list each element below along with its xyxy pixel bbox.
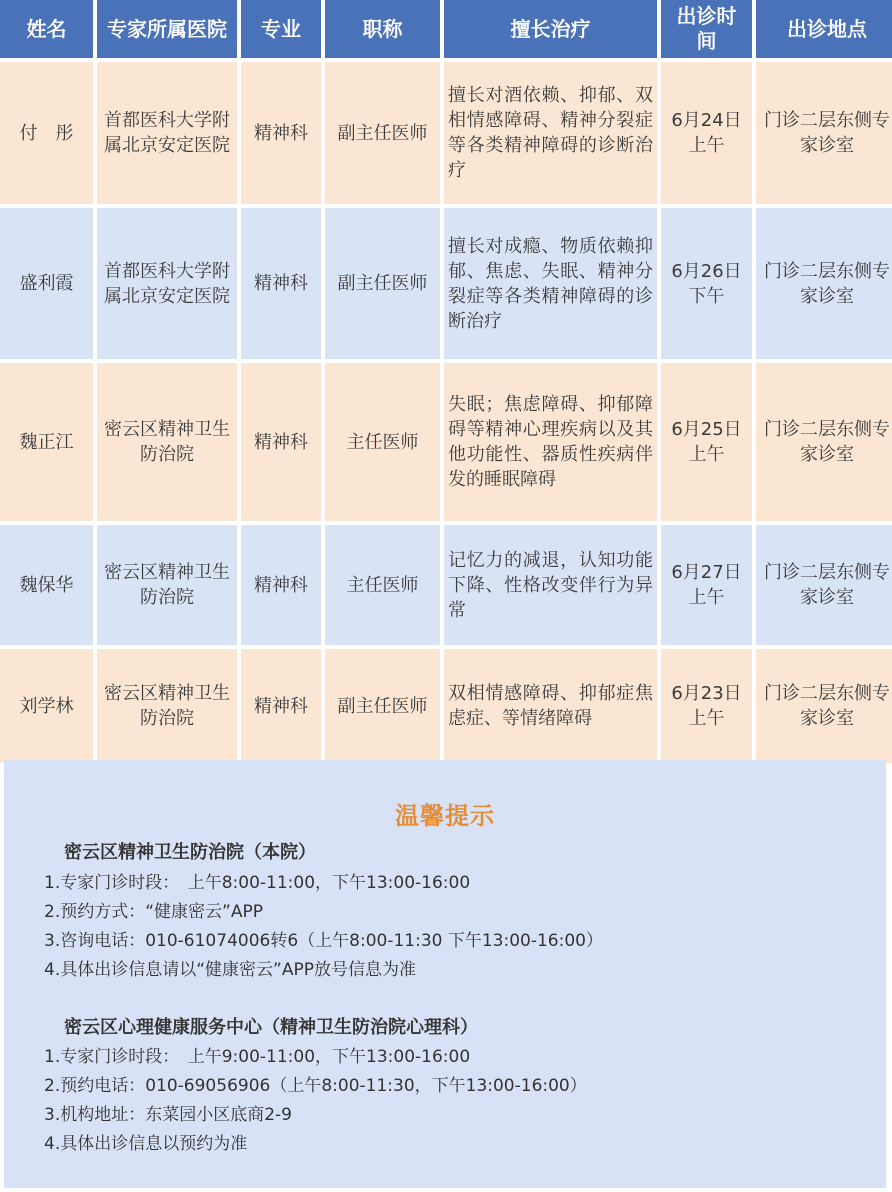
- clinic-time: 6月27日上午: [661, 525, 752, 645]
- doctor-specialty: 精神科: [241, 649, 321, 763]
- clinic-time: 6月25日上午: [661, 363, 752, 521]
- doctor-expertise-text: 记忆力的减退，认知功能下降、性格改变伴行为异常: [448, 549, 653, 621]
- tip-line: 1.专家门诊时段： 上午8:00-11:00，下午13:00-16:00: [44, 873, 471, 893]
- doctor-hospital: 首都医科大学附属北京安定医院: [97, 208, 237, 359]
- tip-line: 3.咨询电话：010-61074006转6（上午8:00-11:30 下午13:00-16:00）: [44, 931, 603, 951]
- doctor-expertise: [444, 363, 657, 521]
- clinic-location: 门诊二层东侧专家诊室: [756, 363, 892, 521]
- doctor-name: 刘学林: [0, 649, 93, 763]
- doctor-expertise: [444, 525, 657, 645]
- clinic-location: 门诊二层东侧专家诊室: [756, 208, 892, 359]
- doctor-expertise-text: 失眠；焦虑障碍、抑郁障碍等精神心理疾病以及其他功能性、器质性疾病伴发的睡眠障碍: [448, 394, 653, 490]
- doctor-title: 副主任医师: [325, 62, 440, 204]
- tip-line: 4.具体出诊信息以预约为准: [44, 1134, 248, 1154]
- section-title-psych-center: 密云区心理健康服务中心（精神卫生防治院心理科）: [64, 1017, 478, 1038]
- doctor-title: 副主任医师: [325, 208, 440, 359]
- doctor-hospital: 密云区精神卫生防治院: [97, 525, 237, 645]
- doctor-title: 主任医师: [325, 525, 440, 645]
- header-specialty: 专业: [241, 0, 321, 58]
- doctor-title: 副主任医师: [325, 649, 440, 763]
- doctor-hospital: 密云区精神卫生防治院: [97, 649, 237, 763]
- doctor-hospital: 首都医科大学附属北京安定医院: [97, 62, 237, 204]
- doctor-specialty: 精神科: [241, 208, 321, 359]
- doctor-expertise-text: 双相情感障碍、抑郁症焦虑症、等情绪障碍: [448, 683, 653, 729]
- tips-title: 温馨提示: [395, 802, 495, 830]
- tip-line: 1.专家门诊时段： 上午9:00-11:00，下午13:00-16:00: [44, 1047, 471, 1067]
- tip-line: 3.机构地址：东菜园小区底商2-9: [44, 1105, 292, 1125]
- tip-line: 2.预约电话：010-69056906（上午8:00-11:30，下午13:00-16:00）: [44, 1076, 587, 1096]
- doctor-name: 魏保华: [0, 525, 93, 645]
- header-expertise: 擅长治疗: [444, 0, 657, 58]
- clinic-time: 6月26日下午: [661, 208, 752, 359]
- clinic-location: 门诊二层东侧专家诊室: [756, 525, 892, 645]
- tips-panel: [4, 760, 886, 1188]
- clinic-time: 6月24日上午: [661, 62, 752, 204]
- clinic-time: 6月23日上午: [661, 649, 752, 763]
- doctor-expertise: [444, 649, 657, 763]
- section-title-main-hospital: 密云区精神卫生防治院（本院）: [64, 842, 316, 863]
- doctor-expertise-text: 擅长对酒依赖、抑郁、双相情感障碍、精神分裂症等各类精神障碍的诊断治疗: [448, 85, 653, 181]
- header-name: 姓名: [0, 0, 93, 58]
- doctor-specialty: 精神科: [241, 525, 321, 645]
- doctor-specialty: 精神科: [241, 363, 321, 521]
- header-title: 职称: [325, 0, 440, 58]
- doctor-expertise: [444, 208, 657, 359]
- doctor-expertise: [444, 62, 657, 204]
- clinic-location: 门诊二层东侧专家诊室: [756, 62, 892, 204]
- header-time: 出诊时间: [661, 0, 752, 58]
- doctor-expertise-text: 擅长对成瘾、物质依赖抑郁、焦虑、失眠、精神分裂症等各类精神障碍的诊断治疗: [448, 235, 653, 332]
- header-hospital: 专家所属医院: [97, 0, 237, 58]
- header-location: 出诊地点: [756, 0, 892, 58]
- doctor-name: 魏正江: [0, 363, 93, 521]
- doctor-name: 盛利霞: [0, 208, 93, 359]
- tip-line: 2.预约方式：“健康密云”APP: [44, 902, 263, 922]
- doctor-name: 付 彤: [0, 62, 93, 204]
- doctor-title: 主任医师: [325, 363, 440, 521]
- tip-line: 4.具体出诊信息请以“健康密云”APP放号信息为准: [44, 960, 416, 980]
- doctor-hospital: 密云区精神卫生防治院: [97, 363, 237, 521]
- doctor-specialty: 精神科: [241, 62, 321, 204]
- clinic-location: 门诊二层东侧专家诊室: [756, 649, 892, 763]
